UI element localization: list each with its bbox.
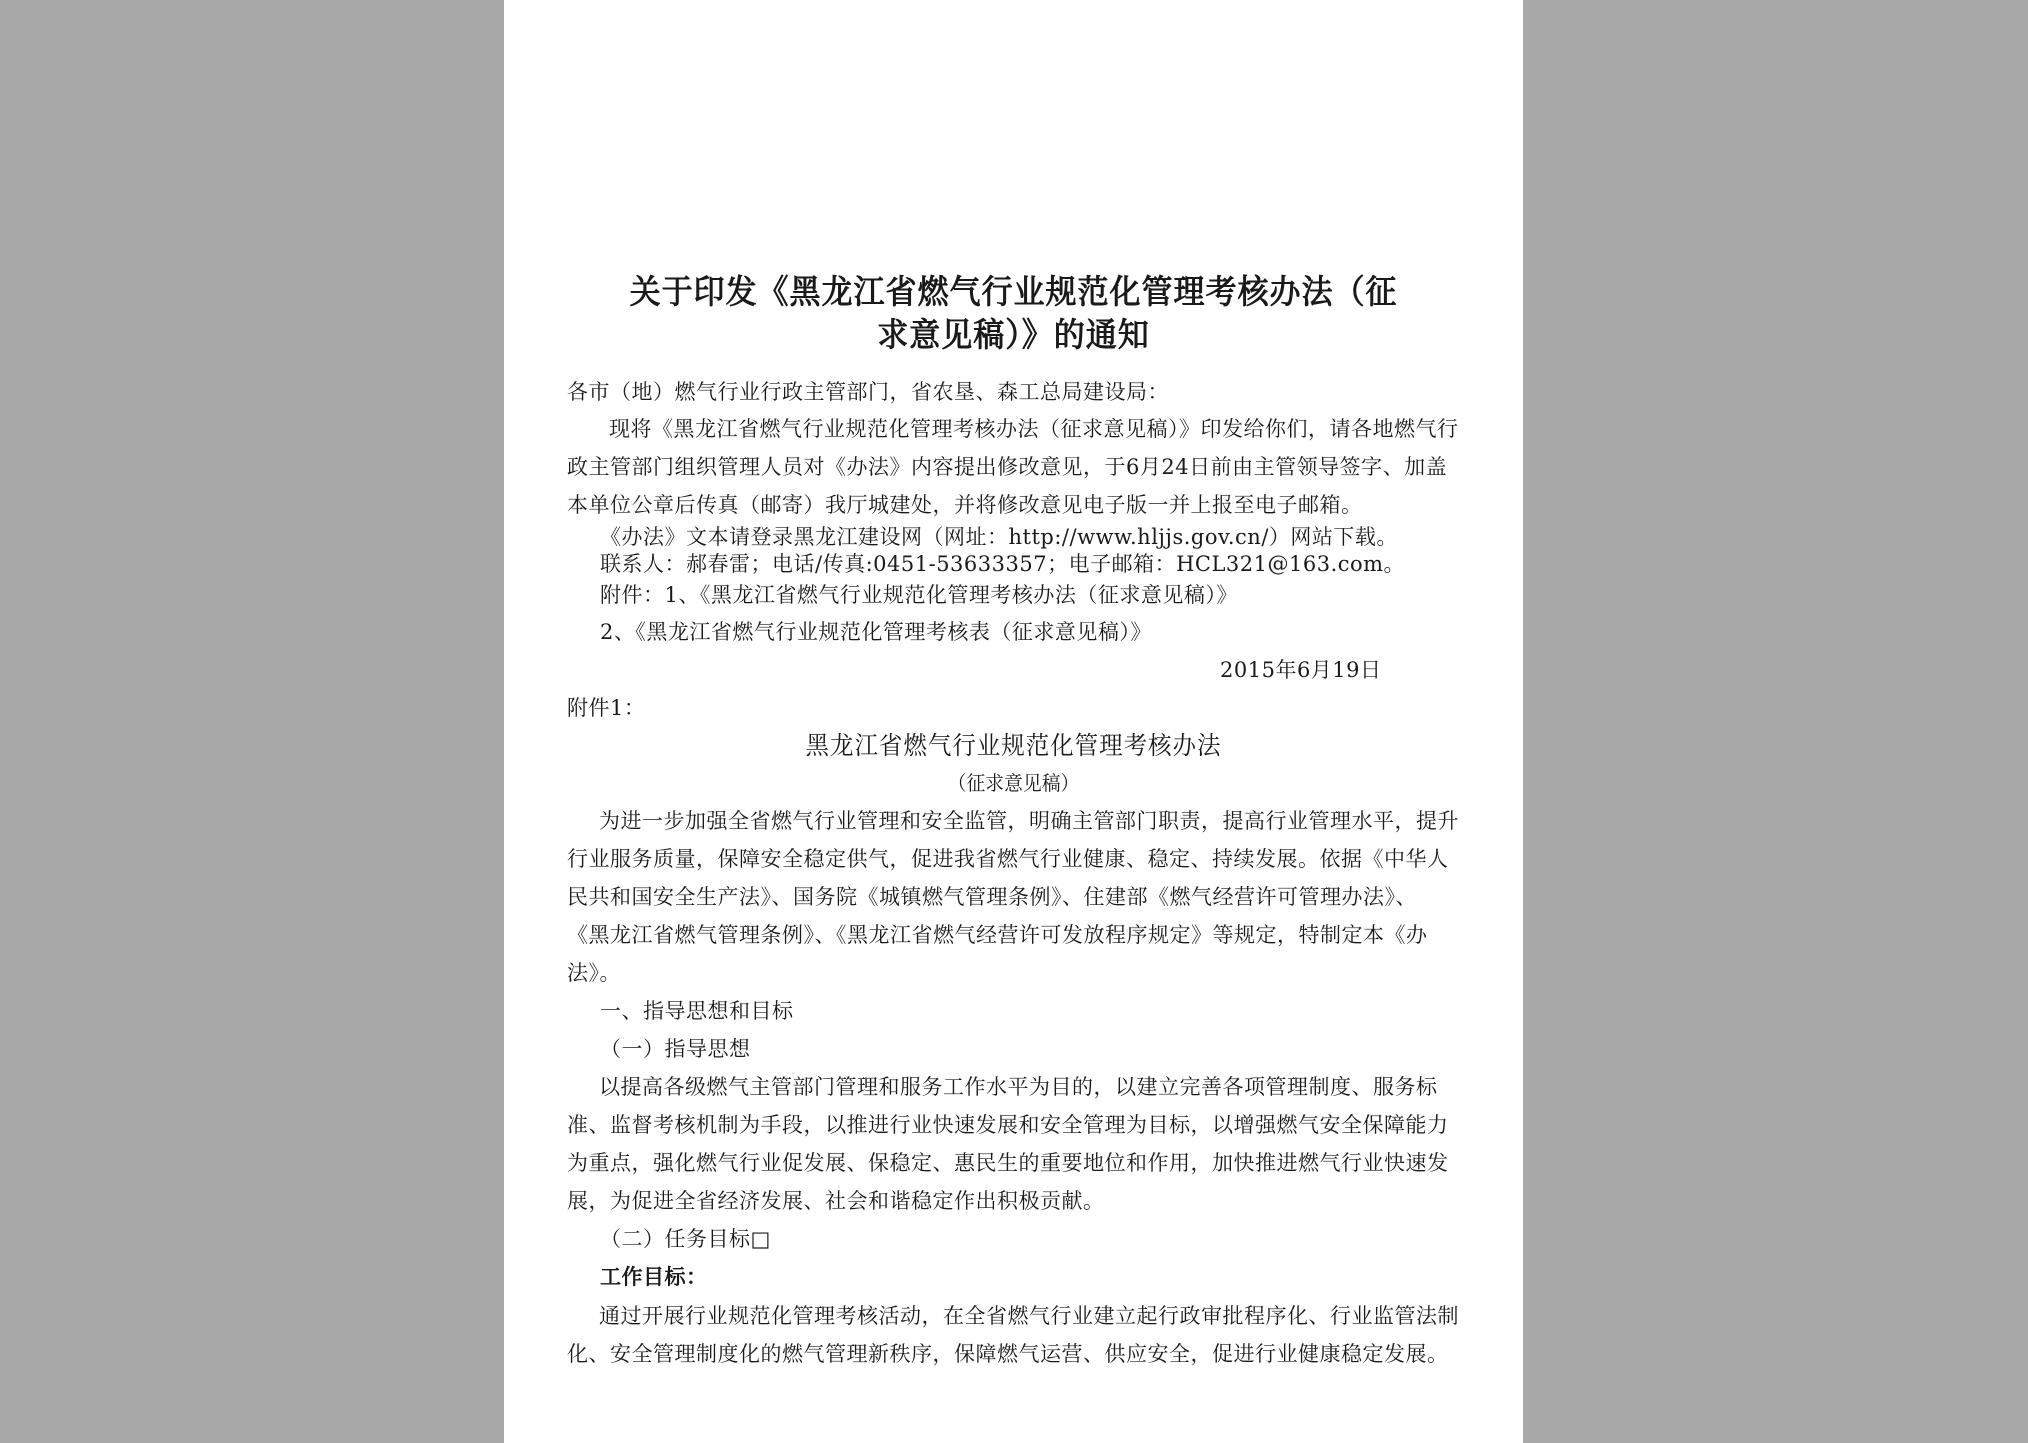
guide-line: 展，为促进全省经济发展、社会和谐稳定作出积极贡献。	[567, 1189, 1105, 1213]
subsection-heading-goal: （二）任务目标□	[600, 1227, 771, 1251]
intro-line: 民共和国安全生产法》、国务院《城镇燃气管理条例》、住建部《燃气经营许可管理办法》、	[567, 885, 1417, 909]
appendix-subtitle: （征求意见稿）	[947, 771, 1080, 795]
section-heading-1: 一、指导思想和目标	[600, 999, 794, 1023]
guide-line: 准、监督考核机制为手段，以推进行业快速发展和安全管理为目标，以增强燃气安全保障能力	[567, 1113, 1449, 1137]
appendix-title: 黑龙江省燃气行业规范化管理考核办法	[805, 731, 1222, 760]
notice-paragraph-line: 政主管部门组织管理人员对《办法》内容提出修改意见，于6月24日前由主管领导签字、加盖	[567, 455, 1448, 479]
intro-line: 为进一步加强全省燃气行业管理和安全监管，明确主管部门职责，提高行业管理水平，提升	[599, 809, 1459, 833]
subsection-heading-guide: （一）指导思想	[600, 1037, 751, 1061]
guide-line: 为重点，强化燃气行业促发展、保稳定、惠民生的重要地位和作用，加快推进燃气行业快速发	[567, 1151, 1449, 1175]
attachment-item-1: 附件：1、《黑龙江省燃气行业规范化管理考核办法（征求意见稿）》	[600, 583, 1238, 607]
download-note: 《办法》文本请登录黑龙江建设网（网址：http://www.hljjs.gov.cn/）网站下载。	[600, 525, 1398, 549]
salutation: 各市（地）燃气行业行政主管部门，省农垦、森工总局建设局：	[567, 380, 1169, 404]
contact-info: 联系人：郝春雷；电话/传真:0451-53633357；电子邮箱：HCL321@163.com。	[600, 552, 1406, 576]
goal-line: 通过开展行业规范化管理考核活动，在全省燃气行业建立起行政审批程序化、行业监管法制	[599, 1304, 1459, 1328]
notice-date: 2015年6月19日	[1220, 658, 1382, 682]
document-page	[504, 0, 1523, 1443]
intro-line: 法》。	[567, 961, 621, 985]
appendix-label: 附件1：	[567, 696, 646, 720]
intro-line: 《黑龙江省燃气管理条例》、《黑龙江省燃气经营许可发放程序规定》等规定，特制定本《办	[567, 923, 1428, 947]
notice-title-line2: 求意见稿）》的通知	[877, 315, 1150, 354]
work-goal-label: 工作目标：	[600, 1264, 708, 1289]
guide-line: 以提高各级燃气主管部门管理和服务工作水平为目的，以建立完善各项管理制度、服务标	[599, 1075, 1438, 1099]
notice-paragraph-line: 现将《黑龙江省燃气行业规范化管理考核办法（征求意见稿）》印发给你们，请各地燃气行	[609, 417, 1459, 441]
notice-title-line1: 关于印发《黑龙江省燃气行业规范化管理考核办法（征	[629, 272, 1398, 311]
intro-line: 行业服务质量，保障安全稳定供气，促进我省燃气行业健康、稳定、持续发展。依据《中华人	[567, 847, 1449, 871]
attachment-item-2: 2、《黑龙江省燃气行业规范化管理考核表（征求意见稿）》	[600, 620, 1152, 644]
goal-line: 化、安全管理制度化的燃气管理新秩序，保障燃气运营、供应安全，促进行业健康稳定发展。	[567, 1342, 1449, 1366]
notice-paragraph-line: 本单位公章后传真（邮寄）我厅城建处，并将修改意见电子版一并上报至电子邮箱。	[567, 493, 1363, 517]
